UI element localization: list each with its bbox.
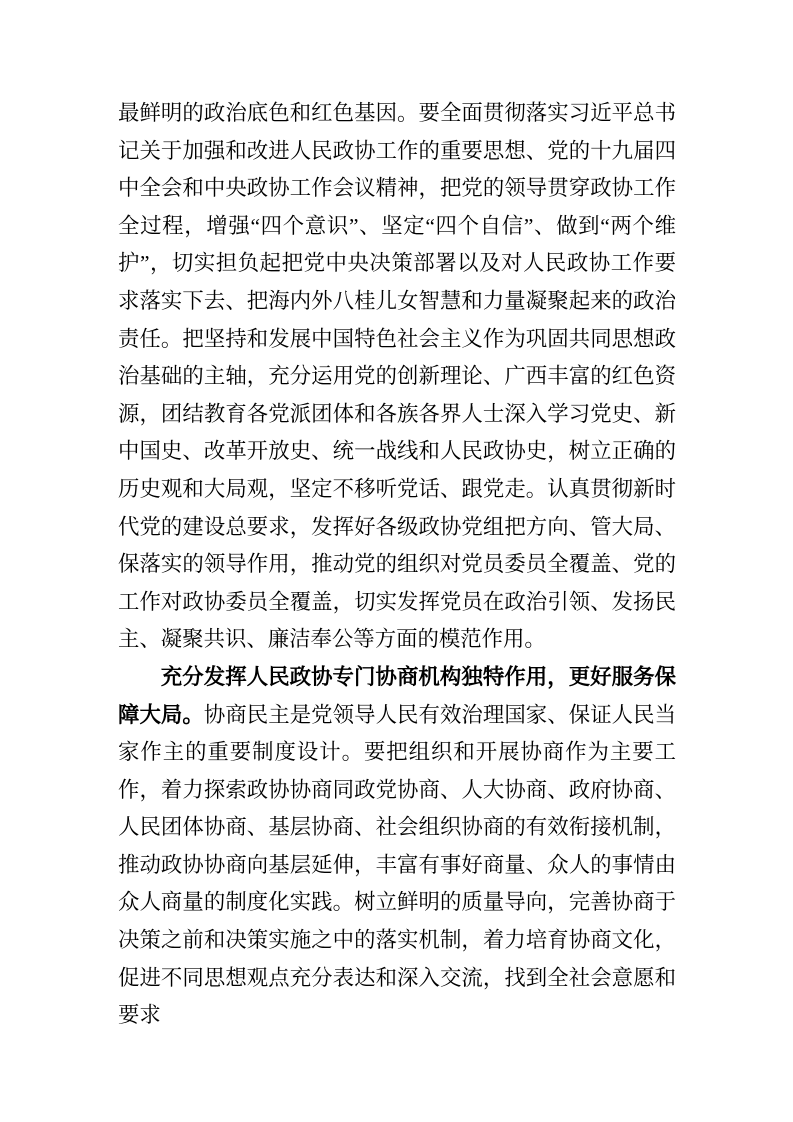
paragraph-1-text: 最鲜明的政治底色和红色基因。要全面贯彻落实习近平总书记关于加强和改进人民政协工作的重要思想、党的十九届四中全会和中央政协工作会议精神，把党的领导贯穿政协工作全过程，增强“四个意识”、坚定“四个自信”、做到“两个维护”，切实担负起把党中央决策部署以及对人民政协工作要求落实下去、把海内外八桂儿女智慧和力量凝聚起来的政治责任。把坚持和发展中国特色社会主义作为巩固共同思想政治基础的主轴，充分运用党的创新理论、广西丰富的红色资源，团结教育各党派团体和各族各界人士深入学习党史、新中国史、改革开放史、统一战线和人民政协史，树立正确的历史观和大局观，坚定不移听党话、跟党走。认真贯彻新时代党的建设总要求，发挥好各级政协党组把方向、管大局、保落实的领导作用，推动党的组织对党员委员全覆盖、党的工作对政协委员全覆盖，切实发挥党员在政治引领、发扬民主、凝聚共识、廉洁奉公等方面的模范作用。 bbox=[118, 101, 676, 652]
page-text-block bbox=[118, 95, 676, 1035]
paragraph-2-text: 协商民主是党领导人民有效治理国家、保证人民当家作主的重要制度设计。要把组织和开展协商作为主要工作，着力探索政协协商同政党协商、人大协商、政府协商、人民团体协商、基层协商、社会组织协商的有效衔接机制，推动政协协商向基层延伸，丰富有事好商量、众人的事情由众人商量的制度化实践。树立鲜明的质量导向，完善协商于决策之前和决策实施之中的落实机制，着力培育协商文化，促进不同思想观点充分表达和深入交流，找到全社会意愿和要求 bbox=[118, 702, 676, 1028]
paragraph-2-lead-bold: 充分发挥人民政协专门协商机构独特作用，更好服务保障大局。 bbox=[118, 664, 676, 727]
body-paragraph-2 bbox=[118, 659, 676, 1035]
body-paragraph-1 bbox=[118, 95, 676, 659]
